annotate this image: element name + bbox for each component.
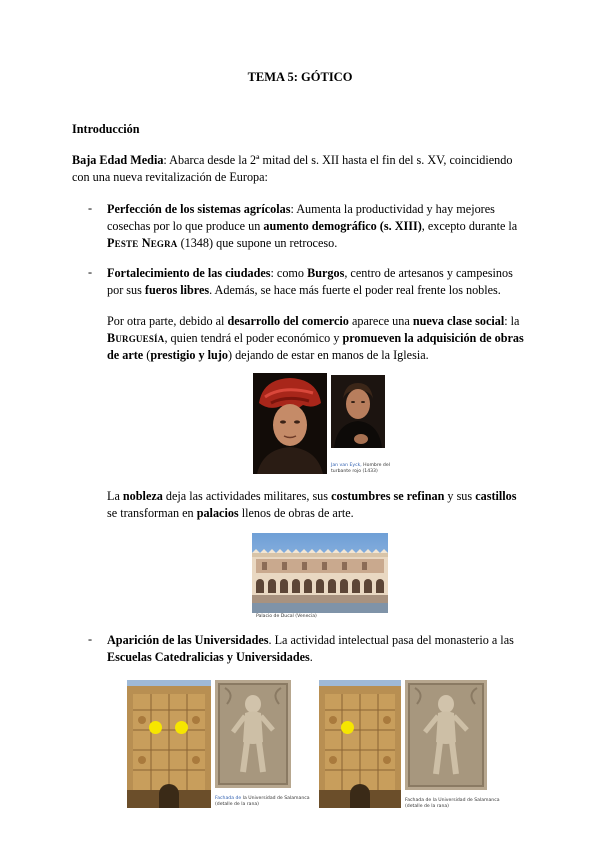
highlight-dot	[175, 721, 188, 734]
intro-line-1: Baja Edad Media: Abarca desde la 2ª mitad del s. XII hasta el fin del s. XV, coincidiendo	[72, 153, 513, 167]
highlight-dot	[341, 721, 354, 734]
paragraph-2-line-1: La nobleza deja las actividades militares, sus costumbres se refinan y sus castillos	[107, 489, 517, 503]
bullet-2-line-1: Fortalecimiento de las ciudades: como Burgos, centro de artesanos y campesinos	[107, 266, 513, 280]
section-heading: Introducción	[72, 122, 140, 136]
page-title: TEMA 5: GÓTICO	[247, 70, 353, 84]
paragraph-1-line-1: Por otra parte, debido al desarrollo del comercio aparece una nueva clase social: la	[107, 314, 520, 328]
paragraph-1-line-2: Burguesía, quien tendrá el poder económico y promueven la adquisición de obras	[107, 331, 524, 345]
university-caption-1: Fachada de la Universidad de Salamanca (detalle de la rana)	[215, 796, 310, 807]
university-caption-2: Fachada de la Universidad de Salamanca (detalle de la rana)	[405, 798, 500, 809]
bullet-marker: -	[88, 632, 93, 646]
bullet-2-line-2: por sus fueros libres. Además, se hace más fuerte el poder real frente los nobles.	[107, 283, 501, 297]
paragraph-1-line-3: de arte (prestigio y lujo) dejando de estar en manos de la Iglesia.	[107, 348, 429, 362]
intro-line-2: con una nueva revitalización de Europa:	[72, 170, 268, 184]
bullet-marker: -	[88, 265, 93, 279]
bullet-3-line-2: Escuelas Catedralicias y Universidades.	[107, 650, 313, 664]
portrait-man-image	[331, 375, 385, 448]
portrait-caption: Jan van Eyck, Hombre del turbante rojo (1433)	[331, 463, 390, 474]
highlight-dot	[149, 721, 162, 734]
bullet-3-line-1: Aparición de las Universidades. La actividad intelectual pasa del monasterio a las	[107, 633, 514, 647]
palace-caption: Palacio de Ducal (Venecia)	[256, 614, 317, 619]
bullet-1-line-2: cosechas por lo que produce un aumento demográfico (s. XIII), excepto durante la	[107, 219, 518, 233]
bullet-marker: -	[88, 201, 93, 215]
bullet-1-line-1: Perfección de los sistemas agrícolas: Aumenta la productividad y hay mejores	[107, 202, 495, 216]
university-facade-image	[127, 680, 211, 808]
paragraph-2-line-2: se transforman en palacios llenos de obras de arte.	[107, 506, 354, 520]
palace-image	[252, 533, 388, 613]
frog-relief-image	[215, 680, 291, 788]
university-facade-image-2	[319, 680, 401, 808]
frog-relief-image-2	[405, 680, 487, 790]
portrait-turban-image	[253, 373, 327, 474]
bullet-1-line-3: Peste Negra (1348) que supone un retroceso.	[107, 236, 338, 250]
